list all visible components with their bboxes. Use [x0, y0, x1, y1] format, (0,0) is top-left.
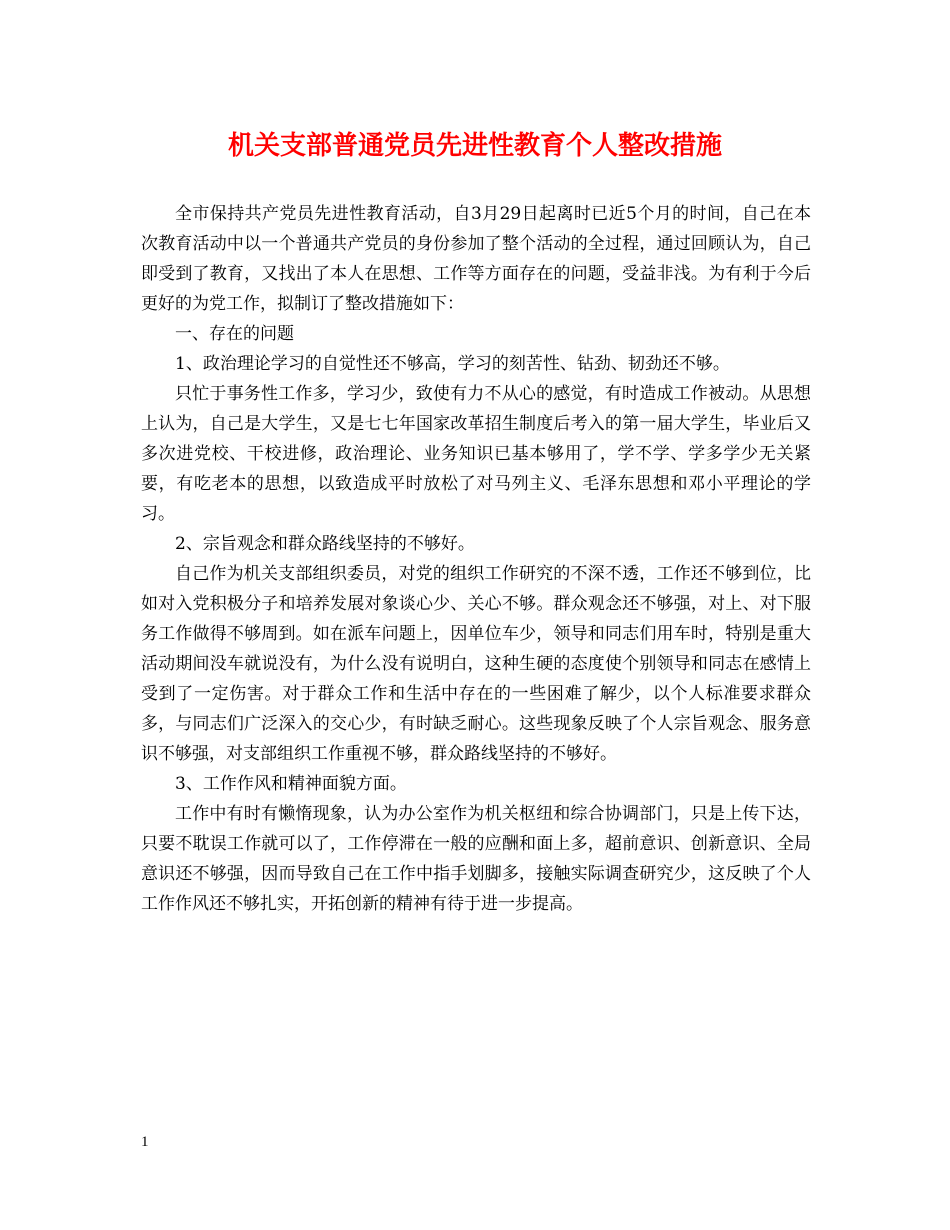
paragraph-intro: 全市保持共产党员先进性教育活动，自3月29日起离时已近5个月的时间，自己在本次教育活动中以一个普通共产党员的身份参加了整个活动的全过程，通过回顾认为，自己即受到了教育，又找出了本人在思想、工作等方面存在的问题，受益非浅。为有利于今后更好的为党工作，拟制订了整改措施如下：: [141, 204, 811, 314]
item-heading-2: 2、宗旨观念和群众路线坚持的不够好。: [175, 534, 475, 554]
document-title: 机关支部普通党员先进性教育个人整改措施: [227, 131, 722, 161]
section-heading-problems: 一、存在的问题: [175, 324, 294, 344]
document-body: [141, 199, 811, 919]
paragraph-item-3: 工作中有时有懒惰现象，认为办公室作为机关枢纽和综合协调部门，只是上传下达，只要不耽误工作就可以了，工作停滞在一般的应酬和面上多，超前意识、创新意识、全局意识还不够强，因而导致自己在工作中指手划脚多，接触实际调查研究少，这反映了个人工作作风还不够扎实，开拓创新的精神有待于进一步提高。: [141, 804, 811, 914]
page-number: 1: [141, 1134, 149, 1150]
item-heading-3: 3、工作作风和精神面貌方面。: [175, 774, 407, 794]
paragraph-item-1: 只忙于事务性工作多，学习少，致使有力不从心的感觉，有时造成工作被动。从思想上认为，自己是大学生，又是七七年国家改革招生制度后考入的第一届大学生，毕业后又多次进党校、干校进修，政治理论、业务知识已基本够用了，学不学、学多学少无关紧要，有吃老本的思想，以致造成平时放松了对马列主义、毛泽东思想和邓小平理论的学习。: [141, 384, 811, 524]
paragraph-item-2: 自己作为机关支部组织委员，对党的组织工作研究的不深不透，工作还不够到位，比如对入党积极分子和培养发展对象谈心少、关心不够。群众观念还不够强，对上、对下服务工作做得不够周到。如在派车问题上，因单位车少，领导和同志们用车时，特别是重大活动期间没车就说没有，为什么没有说明白，这种生硬的态度使个别领导和同志在感情上受到了一定伤害。对于群众工作和生活中存在的一些困难了解少，以个人标准要求群众多，与同志们广泛深入的交心少，有时缺乏耐心。这些现象反映了个人宗旨观念、服务意识不够强，对支部组织工作重视不够，群众路线坚持的不够好。: [141, 564, 811, 764]
item-heading-1: 1、政治理论学习的自觉性还不够高，学习的刻苦性、钻劲、韧劲还不够。: [175, 354, 730, 374]
